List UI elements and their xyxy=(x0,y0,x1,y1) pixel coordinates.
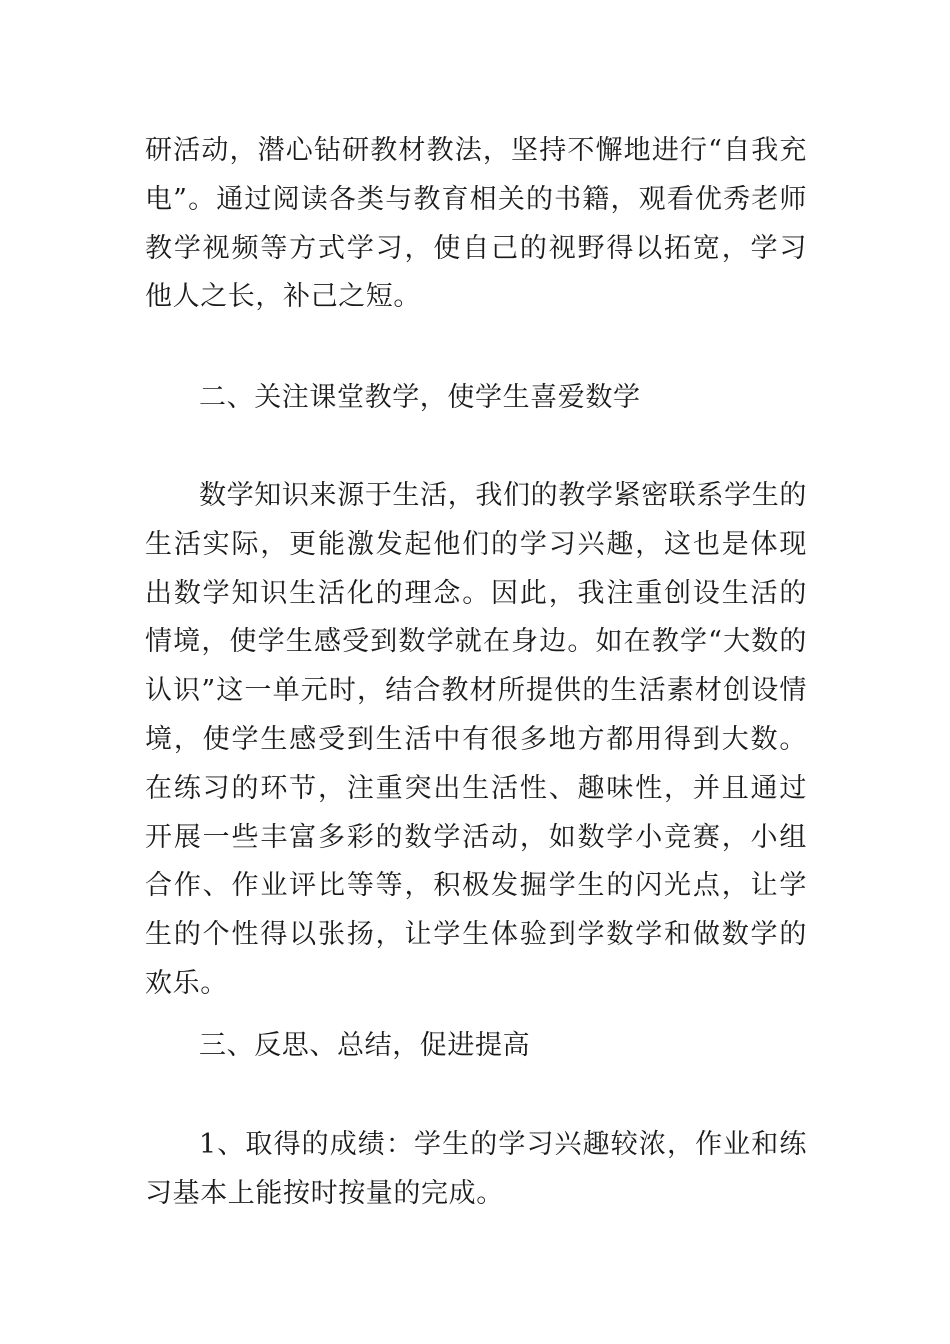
paragraph-teaching: 数学知识来源于生活，我们的教学紧密联系学生的生活实际，更能激发起他们的学习兴趣，这也是体现出数学知识生活化的理念。因此，我注重创设生活的情境，使学生感受到数学就在身边。如在教学“大数的认识”这一单元时，结合教材所提供的生活素材创设情境，使学生感受到生活中有很多地方都用得到大数。在练习的环节，注重突出生活性、趣味性，并且通过开展一些丰富多彩的数学活动，如数学小竞赛，小组合作、作业评比等等，积极发掘学生的闪光点，让学生的个性得以张扬，让学生体验到学数学和做数学的欢乐。 xyxy=(145,480,807,999)
paragraph-continuation: 研活动，潜心钻研教材教法，坚持不懈地进行“自我充电”。通过阅读各类与教育相关的书籍，观看优秀老师教学视频等方式学习，使自己的视野得以拓宽，学习他人之长，补己之短。 xyxy=(145,135,807,313)
section-heading-3: 三、反思、总结，促进提高 xyxy=(199,1030,531,1061)
section-heading-2: 二、关注课堂教学，使学生喜爱数学 xyxy=(199,382,641,413)
paragraph-achievements: 1、取得的成绩：学生的学习兴趣较浓，作业和练习基本上能按时按量的完成。 xyxy=(145,1129,807,1209)
